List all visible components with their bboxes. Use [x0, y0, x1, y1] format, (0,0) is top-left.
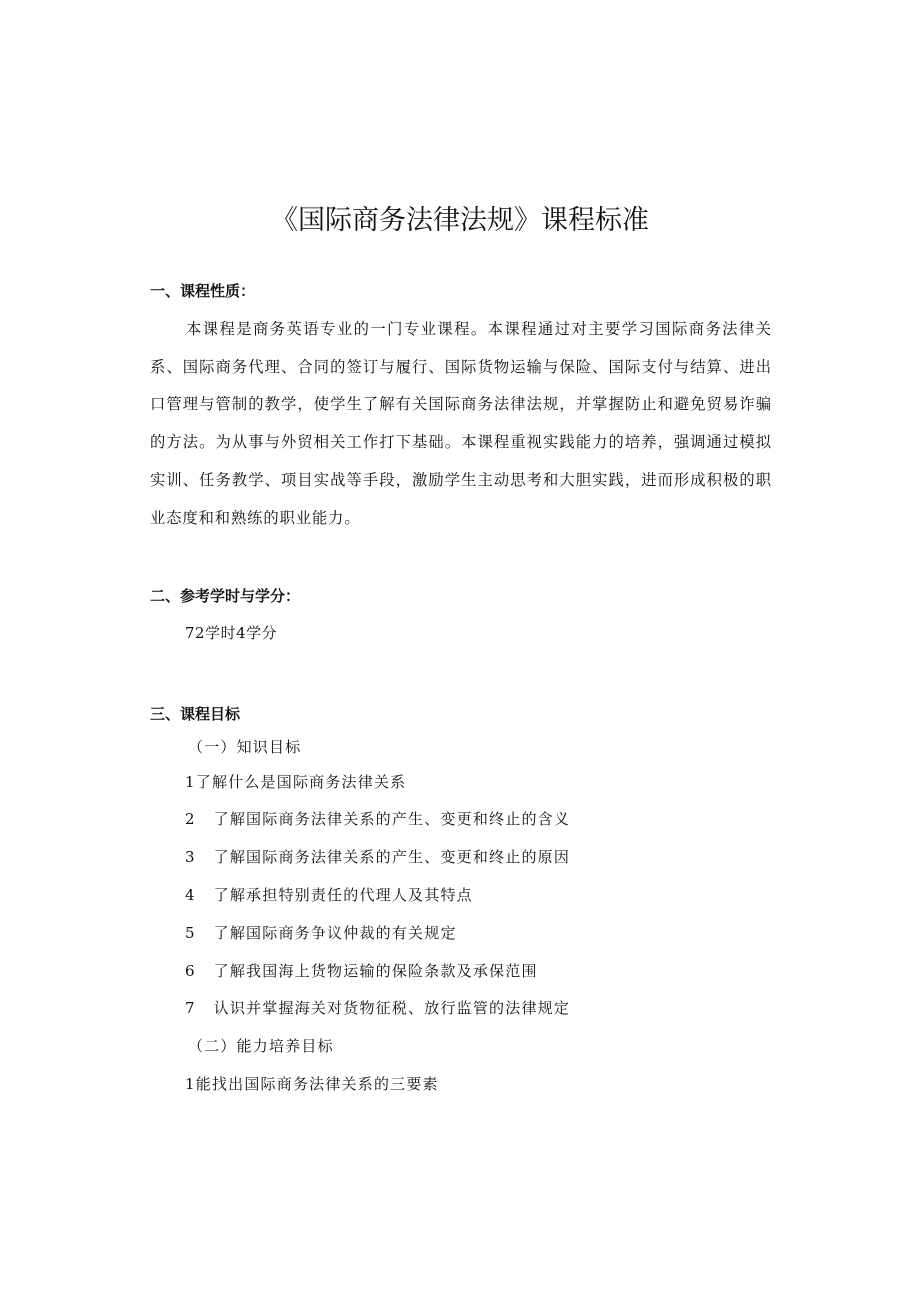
document-title: 《国际商务法律法规》课程标准	[271, 205, 649, 236]
knowledge-item: 5 了解国际商务争议仲裁的有关规定	[185, 924, 457, 942]
ability-item: 1能找出国际商务法律关系的三要素	[185, 1075, 439, 1093]
knowledge-item: 4 了解承担特别责任的代理人及其特点	[185, 886, 473, 904]
knowledge-item: 7 认识并掌握海关对货物征税、放行监管的法律规定	[185, 999, 571, 1017]
knowledge-item: 6 了解我国海上货物运输的保险条款及承保范围	[185, 962, 538, 980]
section-heading-course-nature: 一、课程性质：	[150, 282, 256, 300]
knowledge-item: 2 了解国际商务法律关系的产生、变更和终止的含义	[185, 810, 571, 828]
knowledge-objectives-heading: （一）知识目标	[188, 738, 302, 756]
hours-credits-text: 72学时4学分	[185, 624, 278, 642]
ability-objectives-heading: （二）能力培养目标	[188, 1037, 334, 1055]
knowledge-item: 1了解什么是国际商务法律关系	[185, 773, 407, 791]
knowledge-item: 3 了解国际商务法律关系的产生、变更和终止的原因	[185, 848, 571, 866]
course-nature-paragraph: 本课程是商务英语专业的一门专业课程。本课程通过对主要学习国际商务法律关系、国际商务代理、合同的签订与履行、国际货物运输与保险、国际支付与结算、进出口管理与管制的教学，使学生了解有关国际商务法律法规，并掌握防止和避免贸易诈骗的方法。为从事与外贸相关工作打下基础。本课程重视实践能力的培养，强调通过模拟实训、任务教学、项目实战等手段，激励学生主动思考和大胆实践，进而形成积极的职业态度和和熟练的职业能力。	[150, 320, 772, 527]
section-heading-hours-credits: 二、参考学时与学分：	[150, 587, 301, 605]
section-heading-course-objectives: 三、课程目标	[150, 705, 241, 723]
